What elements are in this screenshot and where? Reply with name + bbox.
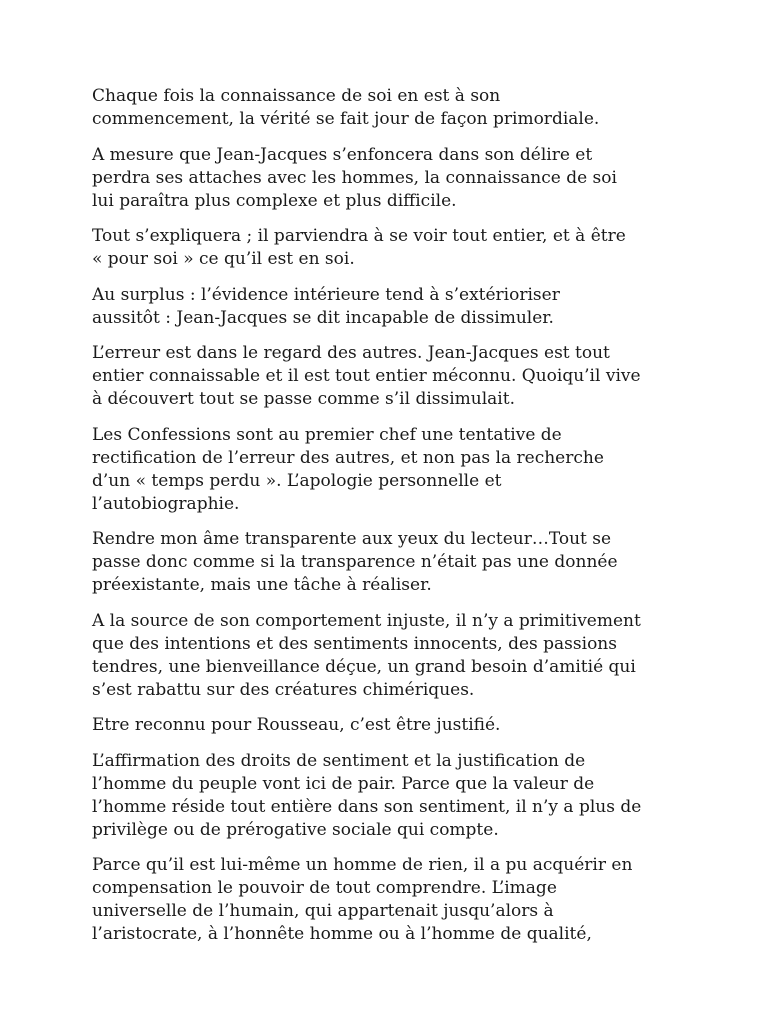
paragraph: Parce qu’il est lui-même un homme de rien, il a pu acquérir en compensation le pouvoir de tout comprendre. L’image universelle de l’humain, qui appartenait jusqu’alors à l’aristocrate, à l’honnête homme ou à l’homme de qualité, xyxy=(92,855,633,944)
paragraph: Chaque fois la connaissance de soi en est à son commencement, la vérité se fait jour de façon primordiale. xyxy=(92,86,600,129)
paragraph: Etre reconnu pour Rousseau, c’est être justifié. xyxy=(92,715,501,735)
paragraph: Tout s’expliquera ; il parviendra à se voir tout entier, et à être « pour soi » ce qu’il est en soi. xyxy=(92,226,626,269)
paragraph: A mesure que Jean-Jacques s’enfoncera dans son délire et perdra ses attaches avec les hommes, la connaissance de soi lui paraîtra plus complexe et plus difficile. xyxy=(92,144,617,211)
paragraph: Au surplus : l’évidence intérieure tend à s’extérioriser aussitôt : Jean-Jacques se dit incapable de dissimuler. xyxy=(92,284,560,328)
paragraph: L’affirmation des droits de sentiment et la justification de l’homme du peuple vont ici de pair. Parce que la valeur de l’homme réside tout entière dans son sentiment, il n’y a plus de privilège ou de prérogative sociale qui compte. xyxy=(92,750,642,840)
document-page xyxy=(92,85,692,959)
paragraph: Les Confessions sont au premier chef une tentative de rectification de l’erreur des autres, et non pas la recherche d’un « temps perdu ». L’apologie personnelle et l’autobiographie. xyxy=(92,424,604,514)
paragraph: L’erreur est dans le regard des autres. Jean-Jacques est tout entier connaissable et il est tout entier méconnu. Quoiqu’il vive à découvert tout se passe comme s’il dissimulait. xyxy=(92,343,641,409)
paragraph: A la source de son comportement injuste, il n’y a primitivement que des intentions et des sentiments innocents, des passions tendres, une bienveillance déçue, un grand besoin d’amitié qui s’est rabattu sur des créatures chimériques. xyxy=(92,610,641,700)
paragraph: Rendre mon âme transparente aux yeux du lecteur…Tout se passe donc comme si la transparence n’était pas une donnée préexistante, mais une tâche à réaliser. xyxy=(92,529,618,595)
